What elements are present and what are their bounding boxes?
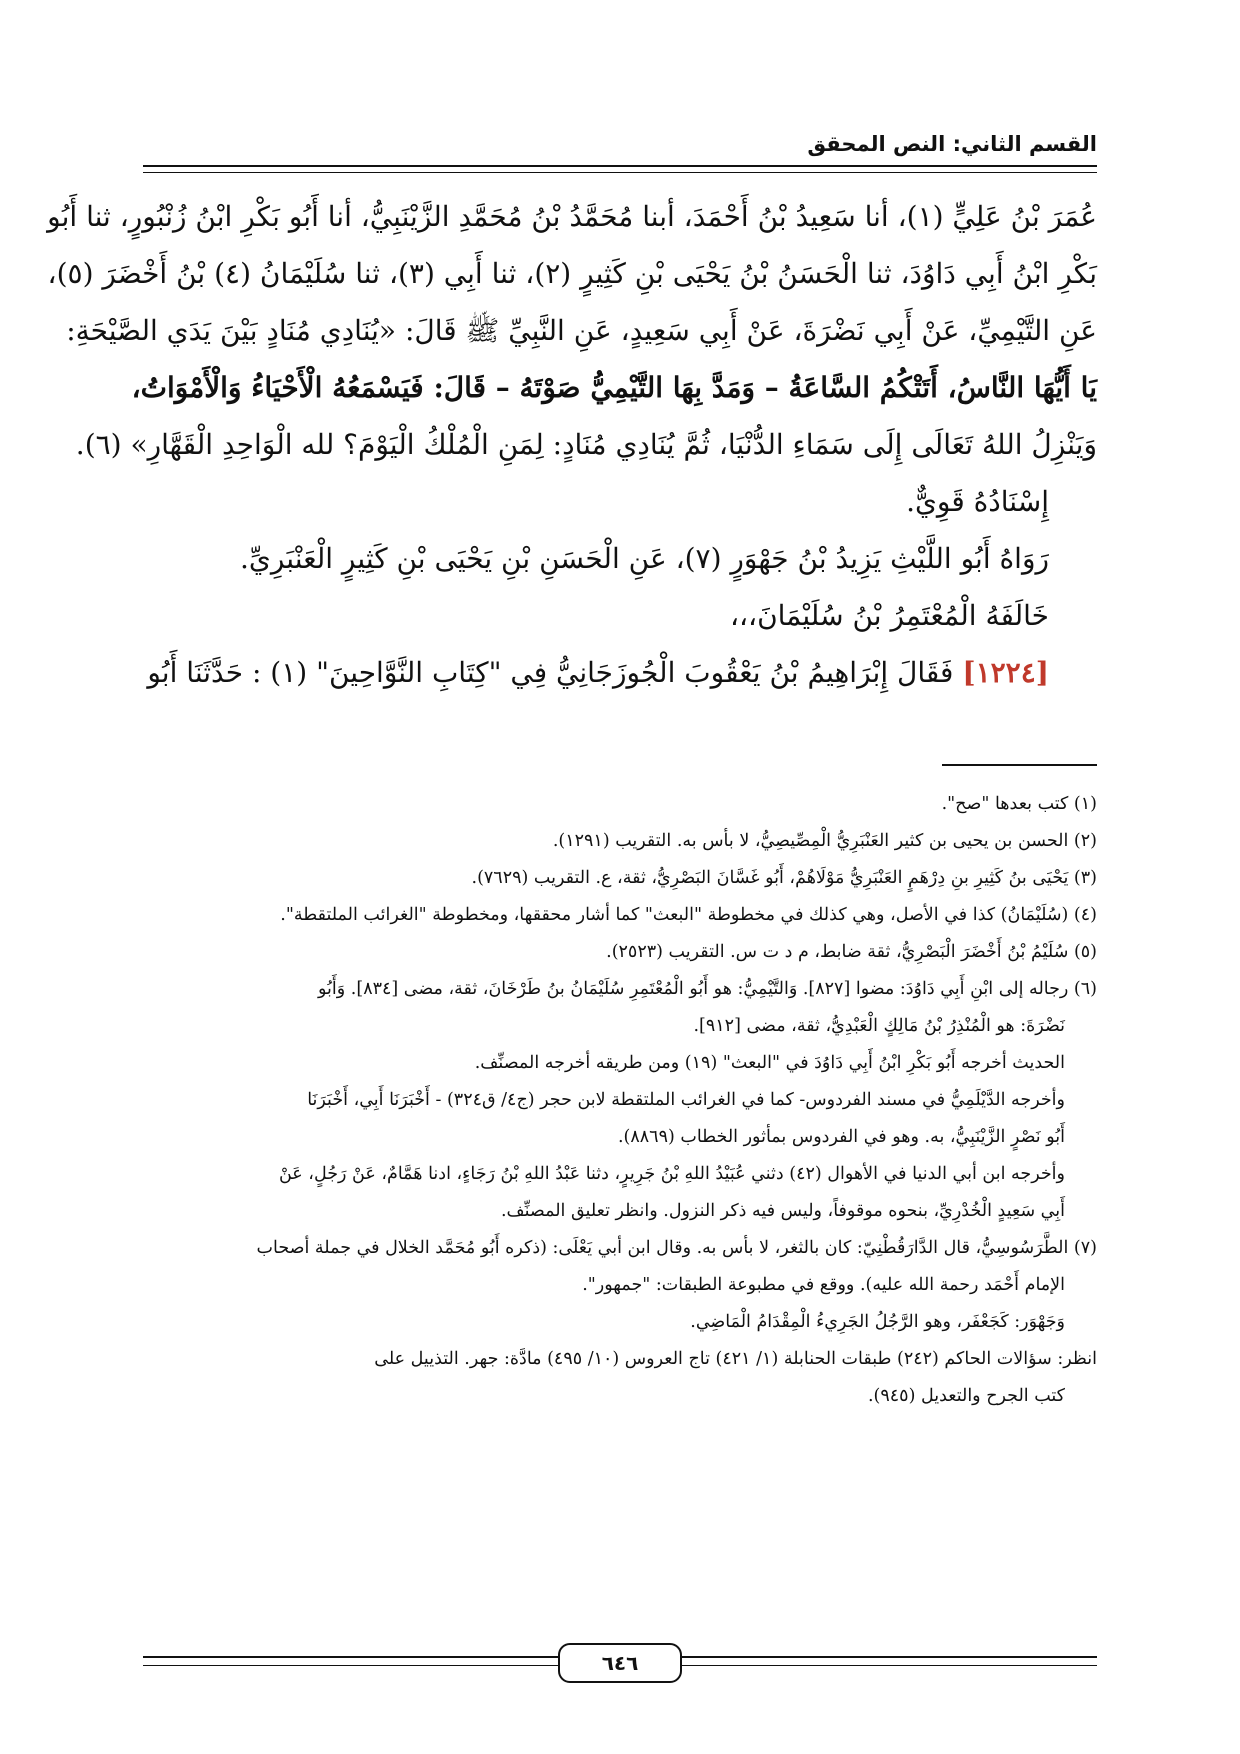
footnote-7: (٧) الطَّرَسُوسِيُّ، قال الدَّارَقُطْنِيّ: كان بالثغر، لا بأس به. وقال ابن أبي يَعْلَى: (ذكره أَبُو مُحَمَّد الخلال في جملة أصحاب: [256, 1238, 1097, 1258]
footnote-4: (٤) (سُلَيْمَانُ) كذا في الأصل، وهي كذلك في مخطوطة "البعث" كما أشار محققها، ومخطوطة "الغرائب الملتقطة".: [280, 905, 1097, 925]
header-rule-thick: [143, 165, 1097, 167]
footnote-6-para-3-cont: أَبُو نَصْرٍ الزَّيْنَبِيُّ، به. وهو في الفردوس بمأثور الخطاب (٨٨٦٩).: [617, 1127, 1065, 1147]
footnote-6-para-4-cont: أَبِي سَعِيدٍ الْخُدْرِيِّ، بنحوه موقوفاً، وليس فيه ذكر النزول. وانظر تعليق المصنِّف.: [500, 1201, 1065, 1221]
footnote-6-para-4: وأخرجه ابن أبي الدنيا في الأهوال (٤٢) دثني عُبَيْدُ اللهِ بْنُ جَرِيرٍ، دثنا عَبْدُ اللهِ بْنُ رَجَاءٍ، ادنا هَمَّامٌ، عَنْ رَجُلٍ، عَنْ: [278, 1164, 1065, 1184]
main-line-9: [143, 644, 1097, 701]
footnote-7-para-3: انظر: سؤالات الحاكم (٢٤٢) طبقات الحنابلة (١/ ٤٢١) تاج العروس (١٠/ ٤٩٥) مادَّة: جهر. التذييل على: [374, 1349, 1097, 1369]
main-line-3: عَنِ التَّيْمِيِّ، عَنْ أَبِي نَضْرَةَ، عَنْ أَبِي سَعِيدٍ، عَنِ النَّبِيِّ ﷺ قَالَ: «يُنَادِي مُنَادٍ بَيْنَ يَدَي الصَّيْحَةِ:: [66, 314, 1097, 347]
main-line-4: يَا أَيُّهَا النَّاسُ، أَتَتْكُمُ السَّاعَةُ – وَمَدَّ بِهَا التَّيْمِيُّ صَوْتَهُ – قَالَ: فَيَسْمَعُهُ الْأَحْيَاءُ وَالْأَمْوَاتُ،: [131, 371, 1097, 404]
footnotes: [143, 786, 1097, 1415]
page-number: ٦٤٦: [558, 1643, 682, 1683]
footnote-7-para-3-cont: كتب الجرح والتعديل (٩٤٥).: [867, 1386, 1065, 1406]
footnote-6-para-2: الحديث أخرجه أَبُو بَكْرِ ابْنُ أَبِي دَاوُدَ في "البعث" (١٩) ومن طريقه أخرجه المصنِّف.: [474, 1053, 1065, 1073]
entry-number: [١٢٢٤]: [962, 656, 1049, 689]
footnote-6-cont: نَضْرَةَ: هو الْمُنْذِرُ بْنُ مَالِكٍ الْعَبْدِيُّ، ثقة، مضى [٩١٢].: [693, 1016, 1065, 1036]
main-line-1: عُمَرَ بْنُ عَلِيٍّ (١)، أنا سَعِيدُ بْنُ أَحْمَدَ، أبنا مُحَمَّدُ بْنُ مُحَمَّدِ الزَّيْنَبِيُّ، أنا أَبُو بَكْرِ ابْنُ زُنْبُورٍ، ثنا أَبُو: [47, 200, 1097, 233]
main-line-2: بَكْرِ ابْنُ أَبِي دَاوُدَ، ثنا الْحَسَنُ بْنُ يَحْيَى بْنِ كَثِيرٍ (٢)، ثنا أَبِي (٣)، ثنا سُلَيْمَانُ (٤) بْنُ أَخْضَرَ (٥)،: [47, 257, 1097, 290]
main-text: [47, 188, 1097, 701]
footnote-7-cont: الإمام أَحْمَد رحمة الله عليه). ووقع في مطبوعة الطبقات: "جمهور".: [582, 1275, 1065, 1295]
footnote-6: (٦) رجاله إلى ابْنِ أَبِي دَاوُدَ: مضوا [٨٢٧]. وَالتَّيْمِيُّ: هو أَبُو الْمُعْتَمِرِ سُلَيْمَانُ بنُ طَرْخَانَ، ثقة، مضى [٨٣٤]. وَأَبُو: [318, 979, 1097, 999]
footnote-3: (٣) يَحْيَى بنُ كَثِيرِ بنِ دِرْهَمٍ العَنْبَرِيُّ مَوْلَاهُمْ، أَبُو غَسَّانَ البَصْرِيُّ، ثقة، ع. التقريب (٧٦٢٩).: [471, 868, 1097, 888]
main-line-8: خَالَفَهُ الْمُعْتَمِرُ بْنُ سُلَيْمَانَ،،،: [729, 599, 1049, 632]
main-line-7: رَوَاهُ أَبُو اللَّيْثِ يَزِيدُ بْنُ جَهْوَرٍ (٧)، عَنِ الْحَسَنِ بْنِ يَحْيَى بْنِ كَثِيرٍ الْعَنْبَرِيِّ.: [240, 542, 1049, 575]
footnote-6-para-3: وأخرجه الدَّيْلَمِيُّ في مسند الفردوس- كما في الغرائب الملتقطة لابن حجر (ج٤/ ق٣٢٤) - أَخْبَرَنَا أَبِي، أَخْبَرَنَا: [307, 1090, 1065, 1110]
main-line-9-text: فَقَالَ إِبْرَاهِيمُ بْنُ يَعْقُوبَ الْجُوزَجَانِيُّ فِي "كِتَابِ النَّوَّاحِينَ" (١) : حَدَّثَنَا أَبُو: [147, 656, 954, 689]
footnote-1: (١) كتب بعدها "صح".: [941, 794, 1097, 814]
footnote-separator: [942, 764, 1097, 766]
main-line-5: وَيَنْزِلُ اللهُ تَعَالَى إِلَى سَمَاءِ الدُّنْيَا، ثُمَّ يُنَادِي مُنَادٍ: لِمَنِ الْمُلْكُ الْيَوْمَ؟ لله الْوَاحِدِ الْقَهَّارِ» (٦).: [75, 428, 1097, 461]
footnote-2: (٢) الحسن بن يحيى بن كثير العَنْبَرِيُّ الْمِصِّيصِيُّ، لا بأس به. التقريب (١٢٩١).: [552, 831, 1097, 851]
footnote-7-para-2: وَجَهْوَر: كَجَعْفَر، وهو الرَّجُلُ الجَرِيءُ الْمِقْدَامُ الْمَاضِي.: [690, 1312, 1065, 1332]
footnote-5: (٥) سُلَيْمُ بْنُ أَخْضَرَ الْبَصْرِيُّ، ثقة ضابط، م د ت س. التقريب (٢٥٢٣).: [606, 942, 1097, 962]
main-line-6: إِسْنَادُهُ قَوِيٌّ.: [906, 485, 1049, 518]
header-rule-thin: [143, 172, 1097, 173]
running-header-title: القسم الثاني: النص المحقق: [807, 132, 1097, 156]
